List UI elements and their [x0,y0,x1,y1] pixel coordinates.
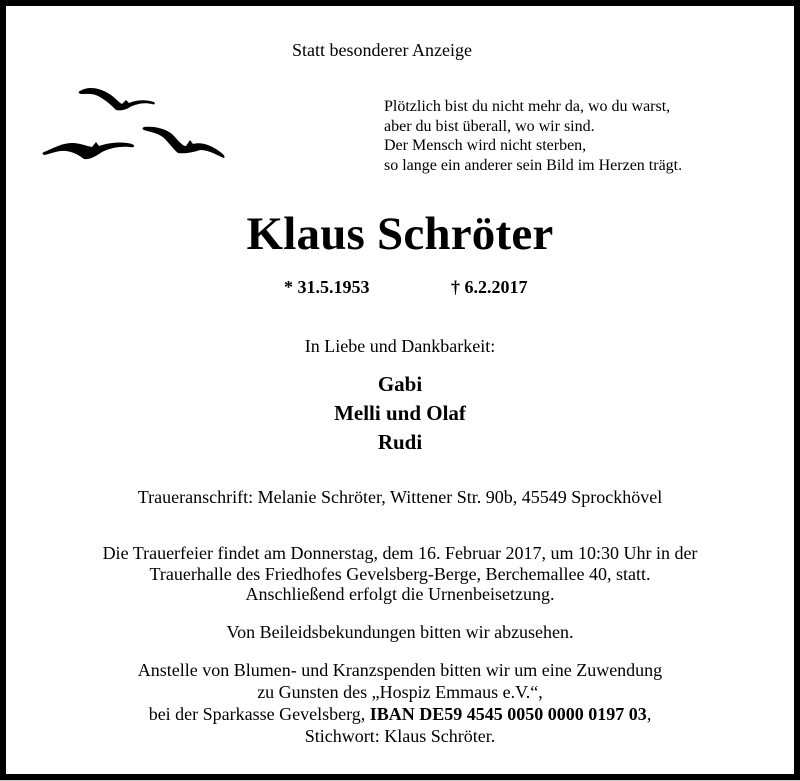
donation-line: zu Gunsten des „Hospiz Emmaus e.V.“, [257,682,543,702]
poem-line: so lange ein anderer sein Bild im Herzen trägt. [384,156,683,174]
notice-header: Statt besonderer Anzeige [292,40,472,60]
mourner-name: Melli und Olaf [334,401,466,425]
donation-line: Anstelle von Blumen- und Kranzspenden bitten wir um eine Zuwendung [137,660,663,680]
donation-bank-line [6,703,794,725]
bank-suffix: , [646,704,652,724]
ceremony-line: Anschließend erfolgt die Urnenbeisetzung. [245,584,555,604]
poem-line: Der Mensch wird nicht sterben, [384,137,587,154]
bank-text: bei der Sparkasse Gevelsberg, [148,704,370,724]
poem-line: aber du bist überall, wo wir sind. [384,117,595,135]
birth-date: * 31.5.1953 [284,277,370,297]
donation-keyword: Stichwort: Klaus Schröter. [304,726,496,746]
ceremony-line: Trauerhalle des Friedhofes Gevelsberg-Berge, Berchemallee 40, statt. [149,563,651,584]
deceased-name: Klaus Schröter [246,208,554,260]
dedication: In Liebe und Dankbarkeit: [304,336,496,356]
flying-birds-icon [36,80,236,170]
condolence-note: Von Beileidsbekundungen bitten wir abzusehen. [226,622,574,642]
iban: IBAN DE59 4545 0050 0000 0197 03 [369,704,647,724]
mourner-name: Rudi [377,430,423,454]
death-date: † 6.2.2017 [451,277,528,297]
mourning-address: Traueranschrift: Melanie Schröter, Wittener Str. 90b, 45549 Sprockhövel [137,487,663,507]
donation-info [6,659,794,747]
mourners-list [6,370,794,457]
ceremony-line: Die Trauerfeier findet am Donnerstag, dem 16. Februar 2017, um 10:30 Uhr in der [102,543,698,563]
poem-line: Plötzlich bist du nicht mehr da, wo du warst, [384,98,671,115]
poem [384,97,682,175]
mourner-name: Gabi [377,372,423,396]
ceremony-info [6,543,794,605]
